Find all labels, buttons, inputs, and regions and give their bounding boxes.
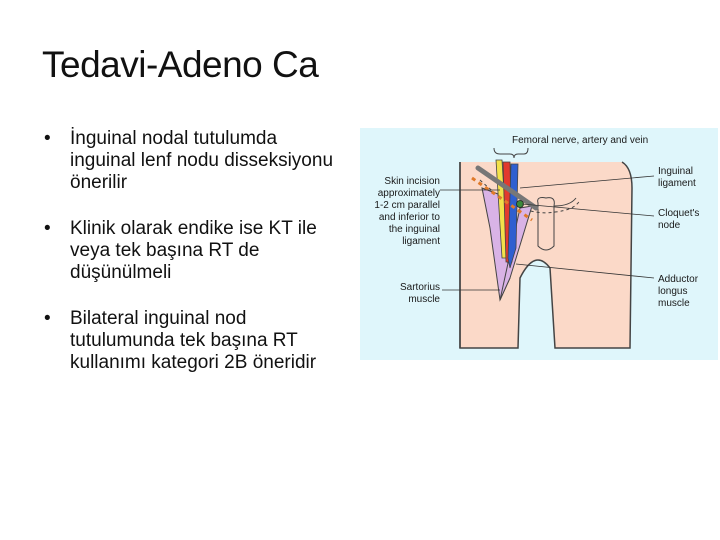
label-adductor-3: muscle [658, 298, 690, 309]
bullet-list [44, 128, 344, 398]
label-sartorius-1: Sartorius [399, 282, 440, 293]
label-ligament-1: Inguinal [658, 166, 694, 177]
anatomy-figure [360, 128, 718, 360]
label-ligament-2: ligament [658, 178, 696, 189]
slide-title: Tedavi-Adeno Ca [42, 44, 319, 85]
label-skin-5: the inguinal [388, 224, 440, 235]
label-cloquet-2: node [658, 220, 681, 231]
label-skin-2: approximately [377, 188, 440, 199]
label-skin-1: Skin incision [384, 176, 440, 187]
label-skin-6: ligament [402, 236, 440, 247]
label-adductor-2: longus [658, 286, 688, 297]
label-skin-4: and inferior to [378, 212, 440, 223]
label-sartorius-2: muscle [408, 294, 440, 305]
label-skin-3: 1-2 cm parallel [374, 200, 440, 211]
anatomy-illustration [360, 128, 718, 360]
label-cloquet-1: Cloquet's [658, 208, 700, 219]
label-femoral: Femoral nerve, artery and vein [512, 135, 649, 146]
bullet-item-3: • Bilateral inguinal nod tutulumunda tek başına RT kullanımı kategori 2B öneridir [44, 308, 344, 374]
label-adductor-1: Adductor [658, 274, 699, 285]
bullet-item-2: • Klinik olarak endike ise KT ile veya tek başına RT de düşünülmeli [44, 218, 344, 284]
bullet-item-1: • İnguinal nodal tutulumda inguinal lenf nodu disseksiyonu önerilir [44, 128, 344, 194]
